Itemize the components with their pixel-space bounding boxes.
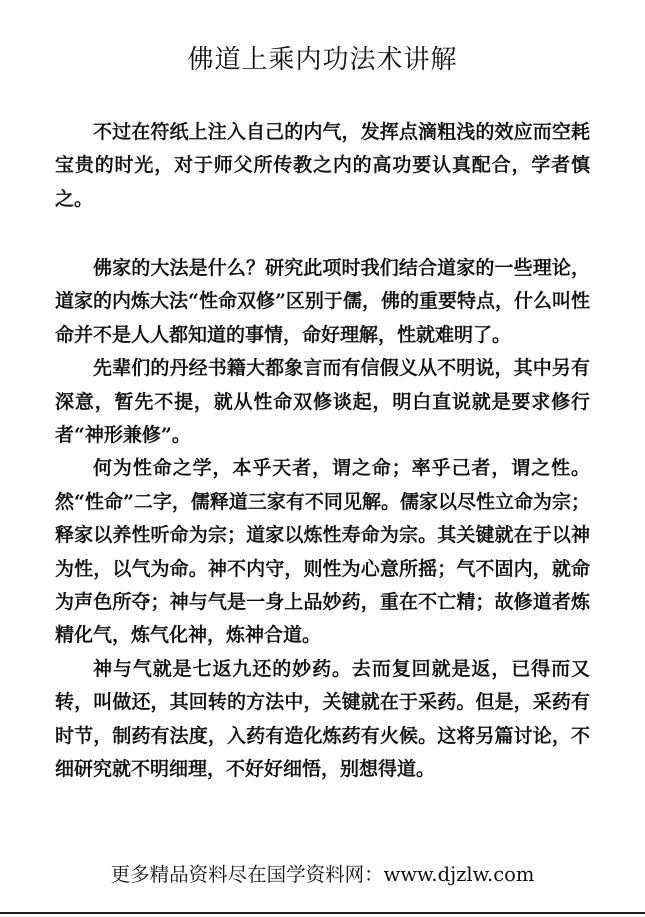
paragraph: 神与气就是七返九还的妙药。去而复回就是返，已得而又转，叫做还，其回转的方法中，关键就在于采药。但是，采药有时节，制药有法度，入药有造化炼药有火候。这将另篇讨论，不细研究就不明细理，不好好细悟，别想得道。 [55,657,590,781]
page-title: 佛道上乘内功法术讲解 [187,45,458,75]
body-text-block [55,252,590,787]
bottom-divider [0,912,645,914]
paragraph: 何为性命之学，本乎天者，谓之命；率乎己者，谓之性。然“性命”二字，儒释道三家有不同见解。儒家以尽性立命为宗；释家以养性听命为宗；道家以炼性寿命为宗。其关键就在于以神为性，以气为命。神不内守，则性为心意所摇；气不固内，就命为声色所夺；神与气是一身上品妙药，重在不亡精；故修道者炼精化气，炼气化神，炼神合道。 [55,457,590,647]
paragraph: 先辈们的丹经书籍大都象言而有信假义从不明说，其中另有深意，暂先不提，就从性命双修谈起，明白直说就是要求修行者“神形兼修”。 [55,357,590,447]
paragraph: 不过在符纸上注入自己的内气，发挥点滴粗浅的效应而空耗宝贵的时光，对于师父所传教之内的高功要认真配合，学者慎之。 [55,121,590,210]
paragraph: 佛家的大法是什么？研究此项时我们结合道家的一些理论，道家的内炼大法“性命双修”区别于儒，佛的重要特点，什么叫性命并不是人人都知道的事情，命好理解，性就难明了。 [55,257,590,346]
footer-note: 更多精品资料尽在国学资料网：www.djzlw.com [110,863,535,886]
body-text-block [55,116,590,216]
